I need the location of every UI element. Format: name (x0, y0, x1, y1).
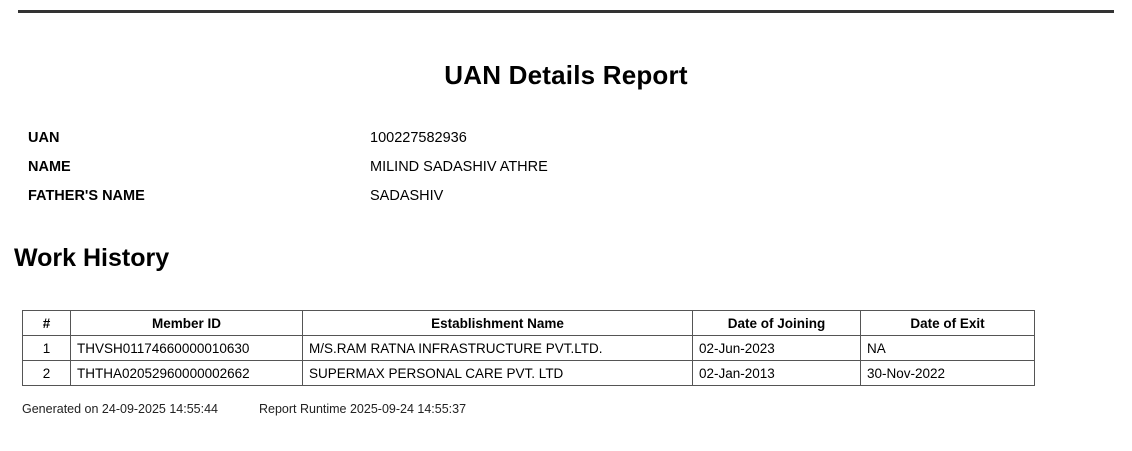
cell-date-of-exit: 30-Nov-2022 (861, 361, 1035, 386)
column-header-member-id: Member ID (71, 311, 303, 336)
section-title-work-history: Work History (14, 244, 170, 272)
cell-date-of-exit: NA (861, 336, 1035, 361)
detail-row (28, 130, 928, 159)
column-header-index: # (23, 311, 71, 336)
footer-generated-on: Generated on 24-09-2025 14:55:44 (22, 402, 218, 416)
cell-index: 2 (23, 361, 71, 386)
detail-value-fathers-name: SADASHIV (370, 188, 444, 204)
column-header-date-of-exit: Date of Exit (861, 311, 1035, 336)
cell-date-of-joining: 02-Jan-2013 (693, 361, 861, 386)
cell-establishment: SUPERMAX PERSONAL CARE PVT. LTD (303, 361, 693, 386)
detail-value-uan: 100227582936 (370, 130, 467, 146)
detail-label-fathers-name: FATHER'S NAME (28, 188, 145, 204)
header-divider (18, 10, 1114, 13)
table-row (23, 336, 1035, 361)
footer-report-runtime: Report Runtime 2025-09-24 14:55:37 (258, 402, 467, 416)
column-header-establishment-name: Establishment Name (303, 311, 693, 336)
cell-date-of-joining: 02-Jun-2023 (693, 336, 861, 361)
table-row (23, 361, 1035, 386)
work-history-table (22, 310, 1035, 386)
cell-member-id: THVSH01174660000010630 (71, 336, 303, 361)
detail-label-uan: UAN (28, 130, 60, 146)
detail-value-name: MILIND SADASHIV ATHRE (370, 159, 548, 175)
cell-member-id: THTHA02052960000002662 (71, 361, 303, 386)
detail-row (28, 188, 928, 217)
page-title: UAN Details Report (444, 60, 688, 90)
detail-label-name: NAME (28, 159, 71, 175)
detail-row (28, 159, 928, 188)
cell-index: 1 (23, 336, 71, 361)
footer (22, 402, 466, 416)
cell-establishment: M/S.RAM RATNA INFRASTRUCTURE PVT.LTD. (303, 336, 693, 361)
table-header-row (23, 311, 1035, 336)
column-header-date-of-joining: Date of Joining (693, 311, 861, 336)
uan-details-block (28, 130, 928, 217)
